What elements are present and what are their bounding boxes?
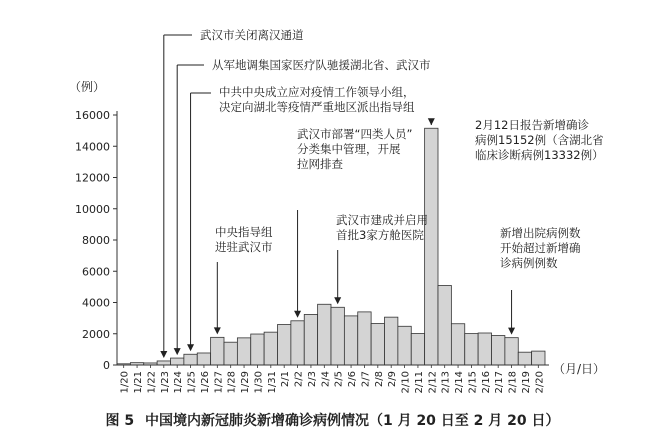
figure-number: 图 5 [105,413,135,429]
x-tick-label: 1/31 [266,371,278,394]
x-tick-label: 2/8 [373,371,385,388]
annotation-arrowhead [428,118,435,125]
x-tick-label: 2/13 [440,371,452,394]
x-tick-label: 2/17 [494,371,506,394]
bar [291,321,304,365]
y-tick-label: 6000 [82,265,110,279]
x-tick-label: 2/6 [347,371,359,388]
x-tick-label: 1/25 [186,371,198,394]
annotation-arrowhead [294,311,301,318]
annotation-text: 分类集中管理，开展 [297,142,401,156]
annotation-text: 病例15152例（含湖北省 [475,133,604,147]
annotation-text: 武汉市关闭离汉通道 [200,28,304,42]
annotation-text: 从军地调集国家医疗队驰援湖北省、武汉市 [212,58,431,72]
figure-caption [0,410,671,430]
annotation [428,118,604,162]
annotation-arrowhead [187,344,194,351]
y-tick-label: 16000 [75,109,110,122]
y-tick-label: 10000 [75,202,110,216]
bar [478,333,491,365]
x-tick-label: 1/30 [253,371,265,394]
bar [518,352,531,365]
annotation [334,213,428,304]
bar [264,332,277,365]
bar [398,326,411,365]
x-tick-label: 1/28 [226,371,238,394]
annotation-text: 中央指导组 [215,225,273,239]
x-tick-label: 2/3 [306,371,318,388]
x-tick-label: 2/5 [333,371,345,388]
bar [451,324,464,365]
x-tick-label: 2/15 [467,371,479,394]
x-tick-label: 1/20 [119,371,131,394]
bar [438,285,451,365]
bar [224,342,237,365]
bar [371,324,384,366]
y-tick-label: 12000 [75,171,110,185]
y-tick-label: 14000 [75,140,110,154]
x-tick-label: 2/1 [280,371,292,388]
annotation-arrowhead [334,297,341,304]
annotation-text: 首批3家方舱医院 [336,228,424,242]
x-tick-label: 1/23 [159,371,171,394]
x-tick-label: 2/12 [427,371,439,394]
annotation [160,28,304,358]
x-tick-label: 1/26 [199,371,211,394]
x-tick-label: 2/4 [320,371,332,388]
annotation-text: 进驻武汉市 [215,240,273,254]
bar [171,358,184,365]
bar [331,307,344,365]
bar [184,354,197,365]
annotation-text: 新增出院病例数 [500,226,581,240]
x-tick-label: 1/24 [173,371,185,394]
x-tick-label: 2/9 [387,371,399,388]
bar [251,334,264,365]
y-tick-label: 2000 [82,327,110,341]
bar [465,334,478,365]
x-tick-label: 2/10 [400,371,412,394]
x-axis-label: （月/日） [553,362,606,376]
bar [344,316,357,365]
bar [411,334,424,365]
annotation-text: 中共中央成立应对疫情工作领导小组， [219,85,415,99]
annotation-text: 武汉市部署“四类人员” [297,127,413,141]
x-tick-label: 2/20 [534,371,546,394]
bar [211,337,224,365]
annotation-text: 诊病例例数 [500,256,558,270]
y-tick-label: 8000 [82,234,110,247]
bar [237,338,250,365]
bar [197,353,210,365]
bar [358,312,371,365]
annotation-arrowhead [160,351,167,358]
bar [492,336,505,365]
y-tick-label: 4000 [82,296,110,310]
x-tick-label: 2/19 [520,371,532,394]
x-tick-label: 2/2 [293,371,305,388]
x-tick-label: 2/14 [454,371,466,394]
annotation-text: 临床诊断病例13332例） [475,148,604,162]
annotation-text: 拉网排查 [297,157,343,171]
annotation-arrowhead [508,328,515,335]
y-axis-label: （例） [68,80,105,94]
annotation [214,225,273,334]
bar [385,317,398,365]
x-tick-label: 2/18 [507,371,519,394]
x-tick-label: 2/11 [413,371,425,394]
annotation-arrowhead [174,348,181,355]
annotation [500,226,581,335]
bar [157,361,170,365]
annotation-arrowhead [214,327,221,334]
bar [425,128,438,365]
x-tick-label: 1/29 [240,371,252,394]
bar [278,325,291,365]
annotation-text: 2月12日报告新增确诊 [475,118,589,132]
annotation-text: 武汉市建成并启用 [336,213,428,227]
x-tick-label: 2/7 [360,371,372,388]
bar [532,351,545,365]
bar [304,314,317,365]
figure-title: 中国境内新冠肺炎新增确诊病例情况（1 月 20 日至 2 月 20 日） [144,413,560,429]
x-tick-label: 2/16 [480,371,492,394]
annotation-text: 开始超过新增确 [500,241,581,255]
annotation-text: 决定向湖北等疫情严重地区派出指导组 [219,100,415,114]
bar [505,338,518,365]
x-tick-label: 1/22 [146,371,158,394]
x-tick-label: 1/21 [133,371,145,394]
y-tick-label: 0 [103,359,110,372]
x-tick-label: 1/27 [213,371,225,394]
bar [318,304,331,365]
